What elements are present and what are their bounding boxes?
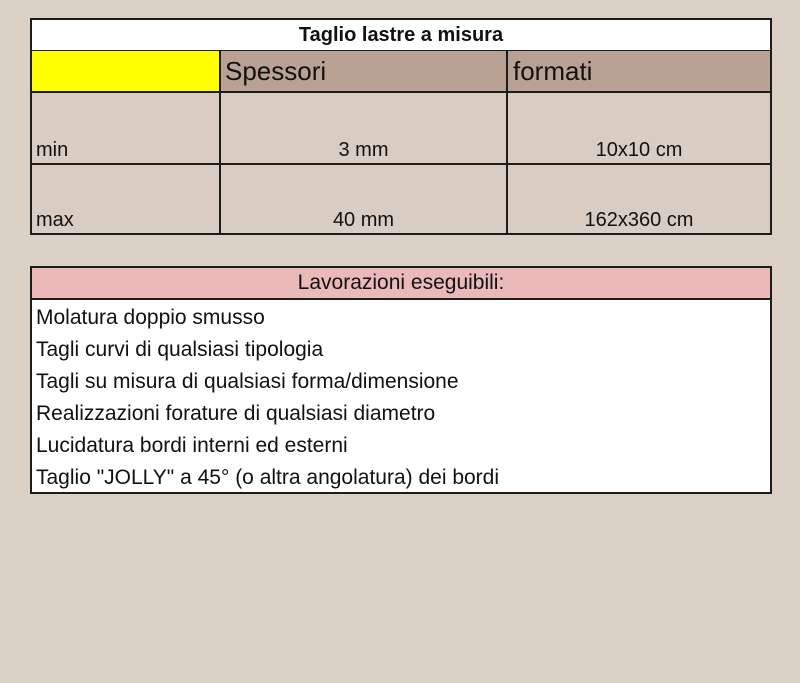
row-max-spessore: 40 mm: [332, 209, 395, 231]
cut-table: [30, 18, 772, 235]
list-item: Realizzazioni forature di qualsiasi diametro: [36, 402, 436, 425]
grid-line: [32, 163, 770, 165]
list-item: Taglio "JOLLY" a 45° (o altra angolatura) dei bordi: [36, 466, 500, 489]
header-empty-cell: [32, 51, 220, 93]
list-item: Lucidatura bordi interni ed esterni: [36, 434, 348, 457]
row-max-label: max: [36, 209, 74, 231]
row-min-spessore: 3 mm: [338, 139, 389, 161]
list-item: Tagli su misura di qualsiasi forma/dimensione: [36, 370, 459, 393]
row-min-label: min: [36, 139, 69, 161]
header-spessori: Spessori: [220, 51, 508, 93]
work-table-title: Lavorazioni eseguibili:: [32, 268, 770, 300]
row-min-formato: 10x10 cm: [595, 139, 683, 161]
work-table: [30, 266, 772, 494]
row-max-formato: 162x360 cm: [584, 209, 694, 231]
work-list: [36, 303, 499, 495]
list-item: Molatura doppio smusso: [36, 306, 265, 329]
list-item: Tagli curvi di qualsiasi tipologia: [36, 338, 324, 361]
cut-table-title: Taglio lastre a misura: [32, 20, 770, 51]
header-formati: formati: [508, 51, 770, 93]
